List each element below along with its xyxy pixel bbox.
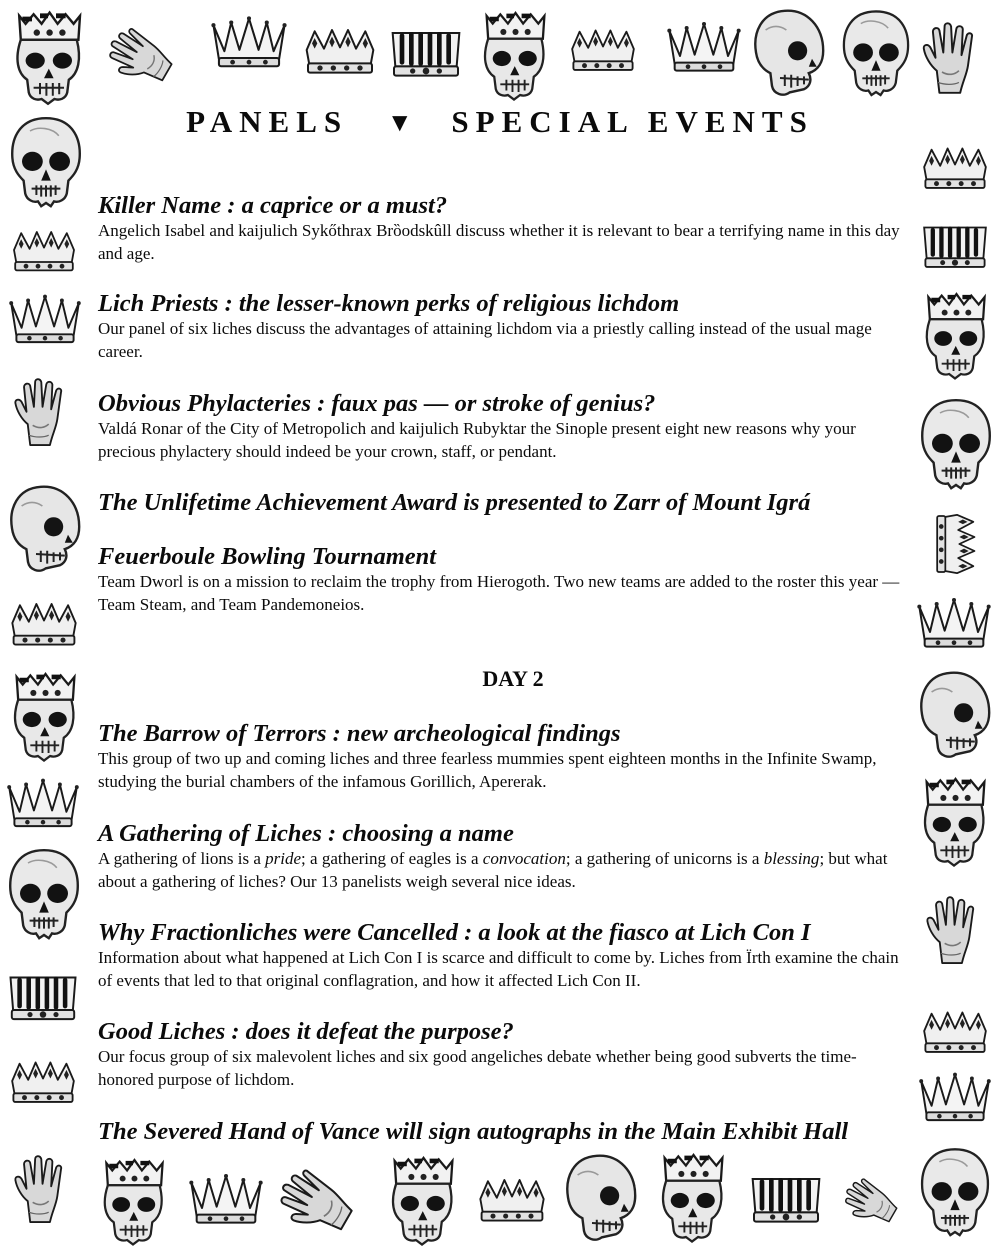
skull-icon — [4, 842, 84, 948]
gem-crown-icon — [566, 22, 640, 76]
page-title — [0, 104, 1000, 140]
crowned-skull-icon — [918, 290, 992, 384]
bar-crown-icon — [4, 960, 82, 1034]
event-title: Good Liches : does it defeat the purpose? — [98, 1018, 514, 1045]
skull-icon — [916, 1140, 994, 1246]
severed-hand-icon — [90, 0, 196, 109]
title-special-events: SPECIAL EVENTS — [451, 104, 814, 139]
event-title: Obvious Phylacteries : faux pas — or stroke of genius? — [98, 390, 656, 417]
crowned-skull-icon — [476, 10, 552, 104]
event-item — [98, 192, 908, 265]
crowned-skull-icon — [8, 10, 88, 108]
gem-crown-icon — [925, 509, 989, 579]
crown-icon — [914, 596, 994, 652]
skull-icon — [838, 4, 914, 104]
event-title: Killer Name : a caprice or a must? — [98, 192, 448, 219]
event-item — [98, 290, 908, 363]
crowned-skull-icon — [96, 1158, 170, 1248]
gem-crown-icon — [474, 1172, 550, 1226]
event-item — [98, 489, 908, 517]
crown-icon — [4, 776, 82, 832]
event-item — [98, 820, 908, 893]
event-title: The Severed Hand of Vance will sign autographs in the Main Exhibit Hall — [98, 1118, 849, 1145]
gem-crown-icon — [300, 22, 380, 78]
crown-icon — [664, 20, 744, 76]
day-2-heading: DAY 2 — [482, 666, 544, 691]
skull-icon — [916, 392, 996, 498]
side-skull-icon — [4, 478, 84, 582]
gem-crown-icon — [918, 1004, 992, 1058]
side-skull-icon — [560, 1150, 640, 1248]
gem-crown-icon — [6, 596, 82, 650]
event-item — [98, 390, 908, 463]
crown-icon — [916, 1070, 994, 1126]
bar-crown-icon — [746, 1162, 826, 1236]
severed-hand-icon — [830, 1154, 915, 1244]
crowned-skull-icon — [654, 1152, 730, 1246]
bar-crown-icon — [386, 14, 466, 92]
event-description: A gathering of lions is a pride; a gathering of eagles is a convocation; a gathering of unicorns is a blessing; but what about a gathering of liches? Our 13 panelists weigh several nice ideas. — [98, 849, 888, 891]
severed-hand-icon — [916, 10, 994, 108]
event-description: This group of two up and coming liches and three fearless mummies spent eighteen months in the Infinite Swamp, studying the burial chambers of the infamous Gorillich, Apererak. — [98, 749, 877, 791]
severed-hand-icon — [920, 876, 994, 986]
bar-crown-icon — [918, 210, 992, 282]
event-description: Team Dworl is on a mission to reclaim the trophy from Hierogoth. Two new teams are added to the roster this year — Team Steam, and Team Pandemoneios. — [98, 572, 900, 614]
event-description: Our focus group of six malevolent liches and six good angeliches debate whether being good subverts the time-honored purpose of lichdom. — [98, 1047, 857, 1089]
crown-icon — [186, 1172, 266, 1228]
title-panels: PANELS — [186, 104, 349, 139]
event-title: A Gathering of Liches : choosing a name — [98, 820, 514, 847]
triangle-separator-icon: ▼ — [386, 108, 413, 137]
event-title: Lich Priests : the lesser-known perks of religious lichdom — [98, 290, 680, 317]
event-item — [98, 1118, 908, 1146]
severed-hand-icon — [263, 1141, 375, 1255]
gem-crown-icon — [6, 1054, 80, 1108]
severed-hand-icon — [8, 1134, 82, 1246]
crown-icon — [6, 292, 84, 348]
event-item — [98, 543, 908, 616]
event-title: The Unlifetime Achievement Award is presented to Zarr of Mount Igrá — [98, 489, 811, 516]
event-description: Information about what happened at Lich Con I is scarce and difficult to come by. Liches from Ïrth examine the chain of events that led to that original conflagration, and how it affected Lich Con II. — [98, 948, 899, 990]
gem-crown-icon — [918, 140, 992, 194]
crowned-skull-icon — [6, 670, 82, 766]
event-title: Feuerboule Bowling Tournament — [98, 543, 437, 570]
crowned-skull-icon — [384, 1156, 460, 1248]
event-title: Why Fractionliches were Cancelled : a look at the fiasco at Lich Con I — [98, 919, 811, 946]
side-skull-icon — [748, 4, 828, 104]
event-description: Angelich Isabel and kaijulich Sykőthrax Brȍodskûll discuss whether it is relevant to bear a terrifying name in this day and age. — [98, 221, 900, 263]
gem-crown-icon — [8, 224, 80, 276]
crown-icon — [208, 14, 290, 72]
event-item — [98, 720, 908, 793]
event-description: Valdá Ronar of the City of Metropolich and kaijulich Rubyktar the Sinople present eight new reasons why your precious phylactery should indeed be your crown, staff, or pendant. — [98, 419, 856, 461]
severed-hand-icon — [8, 358, 82, 468]
event-title: The Barrow of Terrors : new archeological findings — [98, 720, 621, 747]
event-item — [98, 1018, 908, 1091]
event-description: Our panel of six liches discuss the advantages of attaining lichdom via a priestly calling instead of the usual mage career. — [98, 319, 872, 361]
crowned-skull-icon — [916, 776, 992, 870]
event-item — [98, 919, 908, 992]
